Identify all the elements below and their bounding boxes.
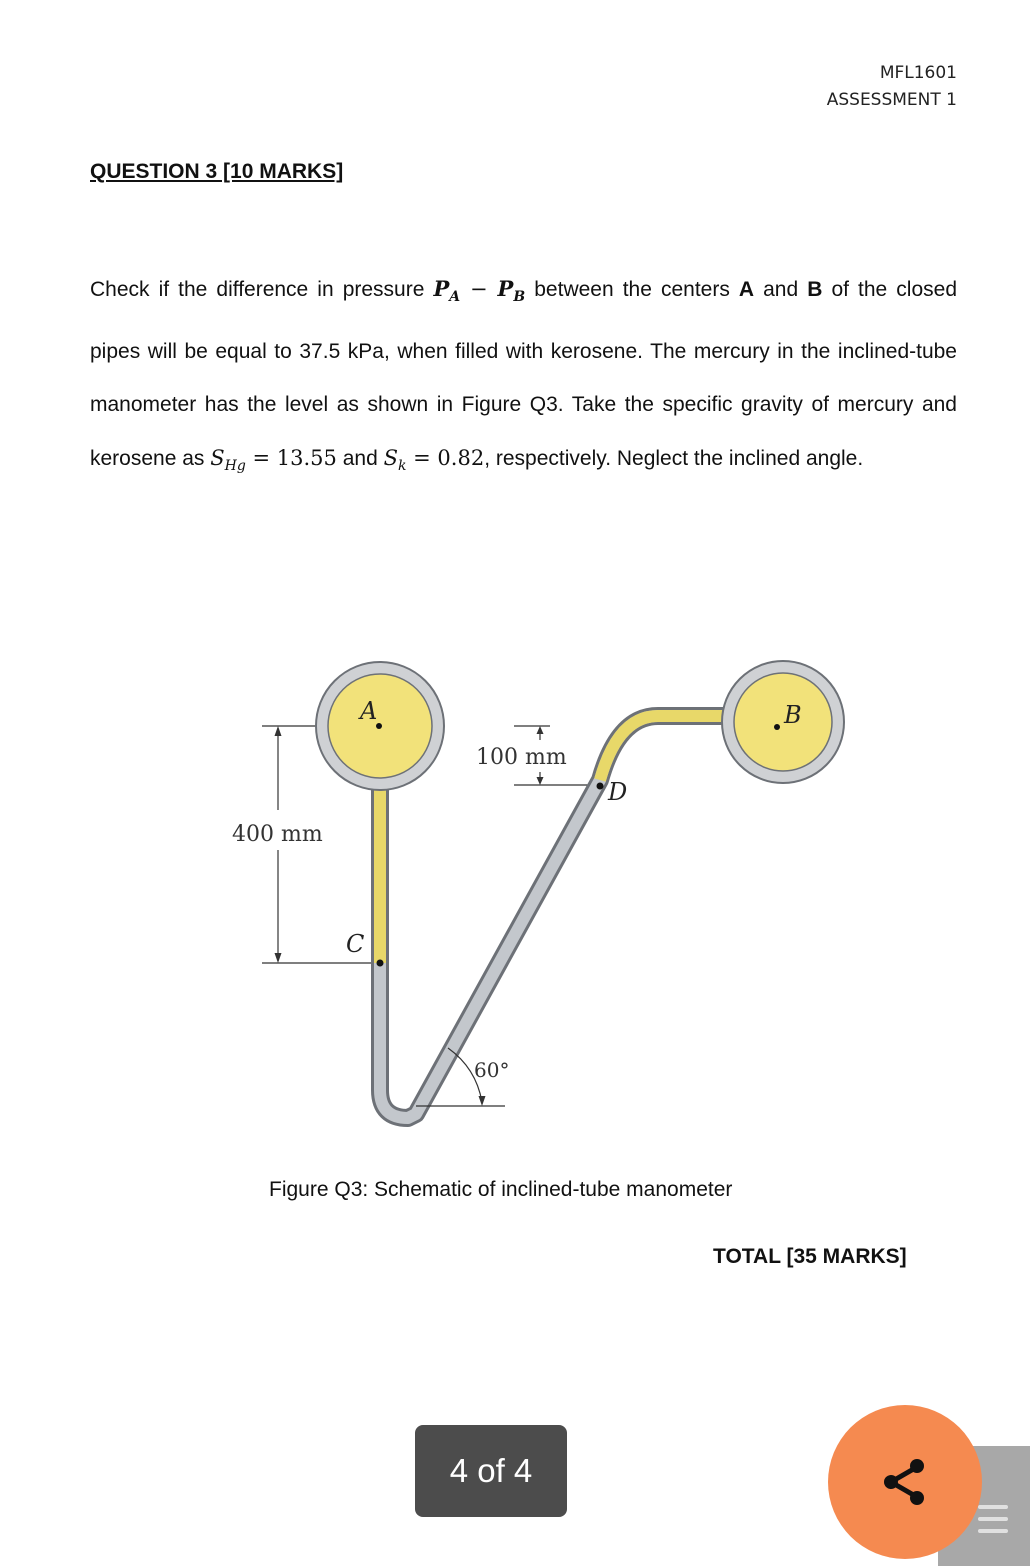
pa-symbol: $P_A$: [433, 276, 461, 306]
shg-symbol: $S_{Hg}$: [210, 445, 246, 474]
shg-value: = 13.55: [245, 445, 337, 470]
text-segment: and: [754, 278, 808, 301]
center-b-label: B: [807, 278, 823, 301]
label-c: C: [346, 930, 365, 958]
question-text: [90, 262, 957, 493]
text-segment: , respectively. Neglect the inclined angle.: [484, 446, 864, 470]
page-indicator: 4 of 4: [415, 1425, 567, 1517]
sk-value: = 0.82: [406, 445, 485, 470]
dimension-400-label: 400 mm: [232, 822, 323, 847]
pipe-b-fluid: [734, 673, 832, 771]
angle-label: 60°: [474, 1058, 510, 1082]
assessment-label: ASSESSMENT 1: [826, 90, 957, 110]
minus-sign: −: [460, 277, 498, 301]
document-header: [827, 60, 957, 114]
arrow-head: [537, 726, 544, 734]
arrow-head: [275, 726, 282, 736]
text-segment: Check if the difference in pressure: [90, 278, 434, 301]
dimension-100-label: 100 mm: [476, 745, 567, 770]
text-segment: between the centers: [525, 278, 739, 301]
text-segment: of the closed pipes will be equal to 37.5 kPa, when filled with kerosene. The mercury in the inclined-tube manometer has the level as shown in Figure Q3. Take the specific gravity of mercury and kerosene as: [90, 278, 957, 470]
text-segment: and: [336, 446, 384, 470]
center-a-label: A: [738, 278, 755, 301]
question-title: QUESTION 3 [10 MARKS]: [90, 160, 344, 183]
manometer-figure: [220, 650, 860, 1145]
sk-symbol: $S_k$: [383, 445, 407, 474]
pb-symbol: $P_B$: [497, 276, 526, 306]
figure-caption: Figure Q3: Schematic of inclined-tube manometer: [269, 1178, 733, 1201]
arrow-head: [275, 953, 282, 963]
label-d: D: [608, 778, 628, 806]
manometer-diagram: [220, 650, 860, 1140]
arrow-head: [537, 777, 544, 785]
share-icon: [875, 1452, 935, 1512]
tube-outline: [380, 716, 732, 1118]
tube-mercury: [380, 716, 732, 1118]
label-a: A: [360, 697, 378, 725]
course-code: MFL1601: [879, 63, 957, 83]
share-button[interactable]: [828, 1405, 982, 1559]
label-b: B: [784, 701, 802, 729]
menu-icon: [978, 1505, 1008, 1541]
total-marks: TOTAL [35 MARKS]: [713, 1245, 907, 1268]
